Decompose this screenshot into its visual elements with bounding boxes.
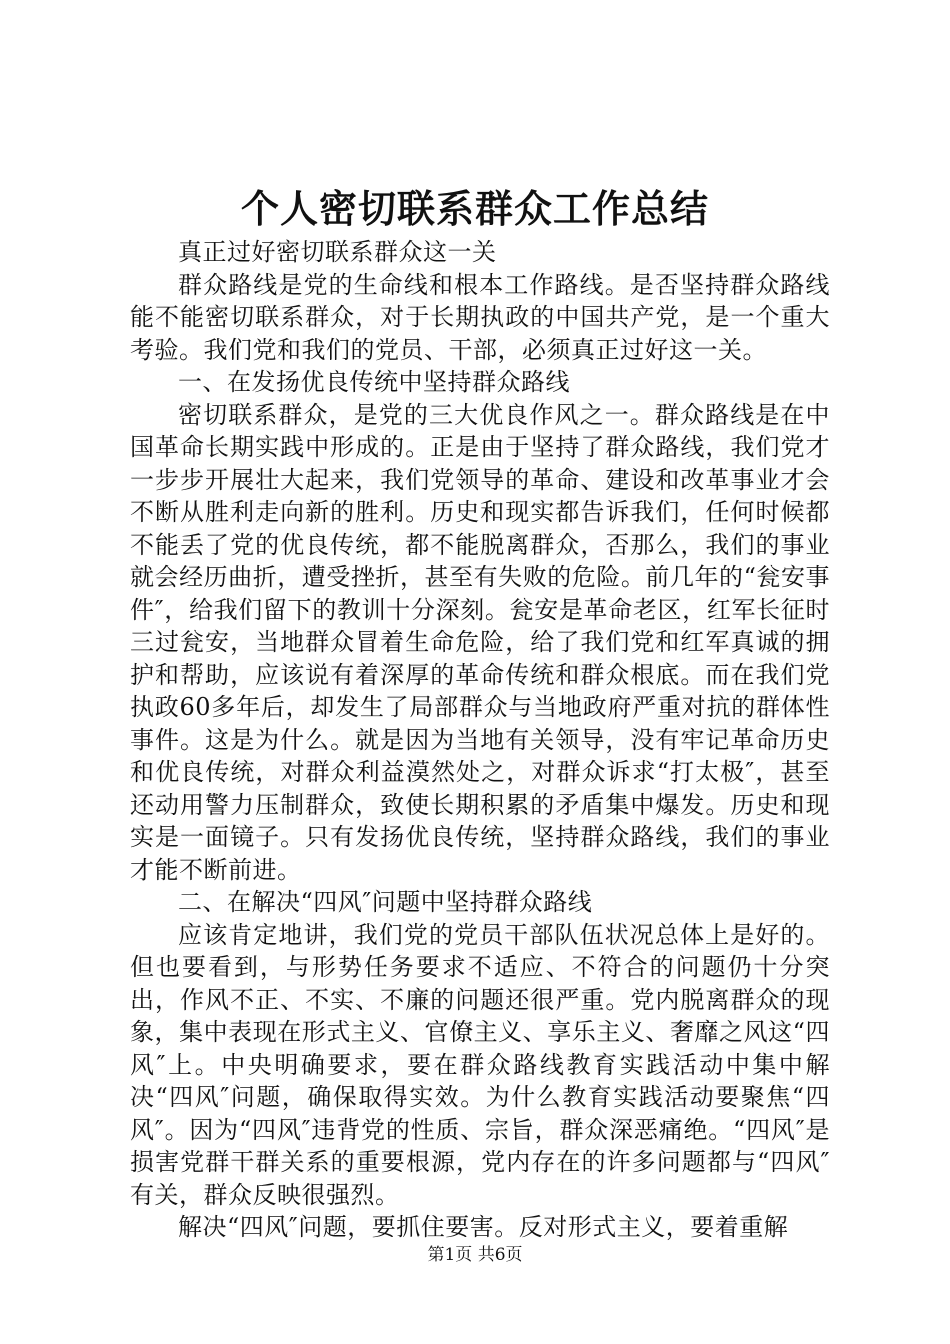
section-heading-2: 二、在解决“四风″问题中坚持群众路线 [178,888,593,916]
document-body [130,236,830,1244]
subtitle-paragraph: 真正过好密切联系群众这一关 [178,238,497,266]
section-2-paragraph-continued: 解决“四风″问题，要抓住要害。反对形式主义，要着重解 [178,1213,789,1241]
section-1-paragraph: 密切联系群众，是党的三大优良作风之一。群众路线是在中国革命长期实践中形成的。正是由于坚持了群众路线，我们党才一步步开展壮大起来，我们党领导的革命、建设和改革事业才会不断从胜利走向新的胜利。历史和现实都告诉我们，任何时候都不能丢了党的优良传统，都不能脱离群众，否那么，我们的事业就会经历曲折，遭受挫折，甚至有失败的危险。前几年的“瓮安事件″，给我们留下的教训十分深刻。瓮安是革命老区，红军长征时三过瓮安，当地群众冒着生命危险，给了我们党和红军真诚的拥护和帮助，应该说有着深厚的革命传统和群众根底。而在我们党执政60多年后，却发生了局部群众与当地政府严重对抗的群体性事件。这是为什么。就是因为当地有关领导，没有牢记革命历史和优良传统，对群众利益漠然处之，对群众诉求“打太极″，甚至还动用警力压制群众，致使长期积累的矛盾集中爆发。历史和现实是一面镜子。只有发扬优良传统，坚持群众路线，我们的事业才能不断前进。 [130,400,830,884]
document-title: 个人密切联系群众工作总结 [240,186,709,231]
page-number-footer: 第1页 共6页 [427,1245,523,1265]
section-heading-1: 一、在发扬优良传统中坚持群众路线 [178,368,570,396]
section-2-paragraph: 应该肯定地讲，我们党的党员干部队伍状况总体上是好的。但也要看到，与形势任务要求不适应、不符合的问题仍十分突出，作风不正、不实、不廉的问题还很严重。党内脱离群众的现象，集中表现在形式主义、官僚主义、享乐主义、奢靡之风这“四风″上。中央明确要求，要在群众路线教育实践活动中集中解决“四风″问题，确保取得实效。为什么教育实践活动要聚焦“四风″。因为“四风″违背党的性质、宗旨，群众深恶痛绝。“四风″是损害党群干群关系的重要根源，党内存在的许多问题都与“四风″有关，群众反映很强烈。 [130,920,830,1209]
intro-paragraph: 群众路线是党的生命线和根本工作路线。是否坚持群众路线能不能密切联系群众，对于长期执政的中国共产党，是一个重大考验。我们党和我们的党员、干部，必须真正过好这一关。 [130,270,830,364]
